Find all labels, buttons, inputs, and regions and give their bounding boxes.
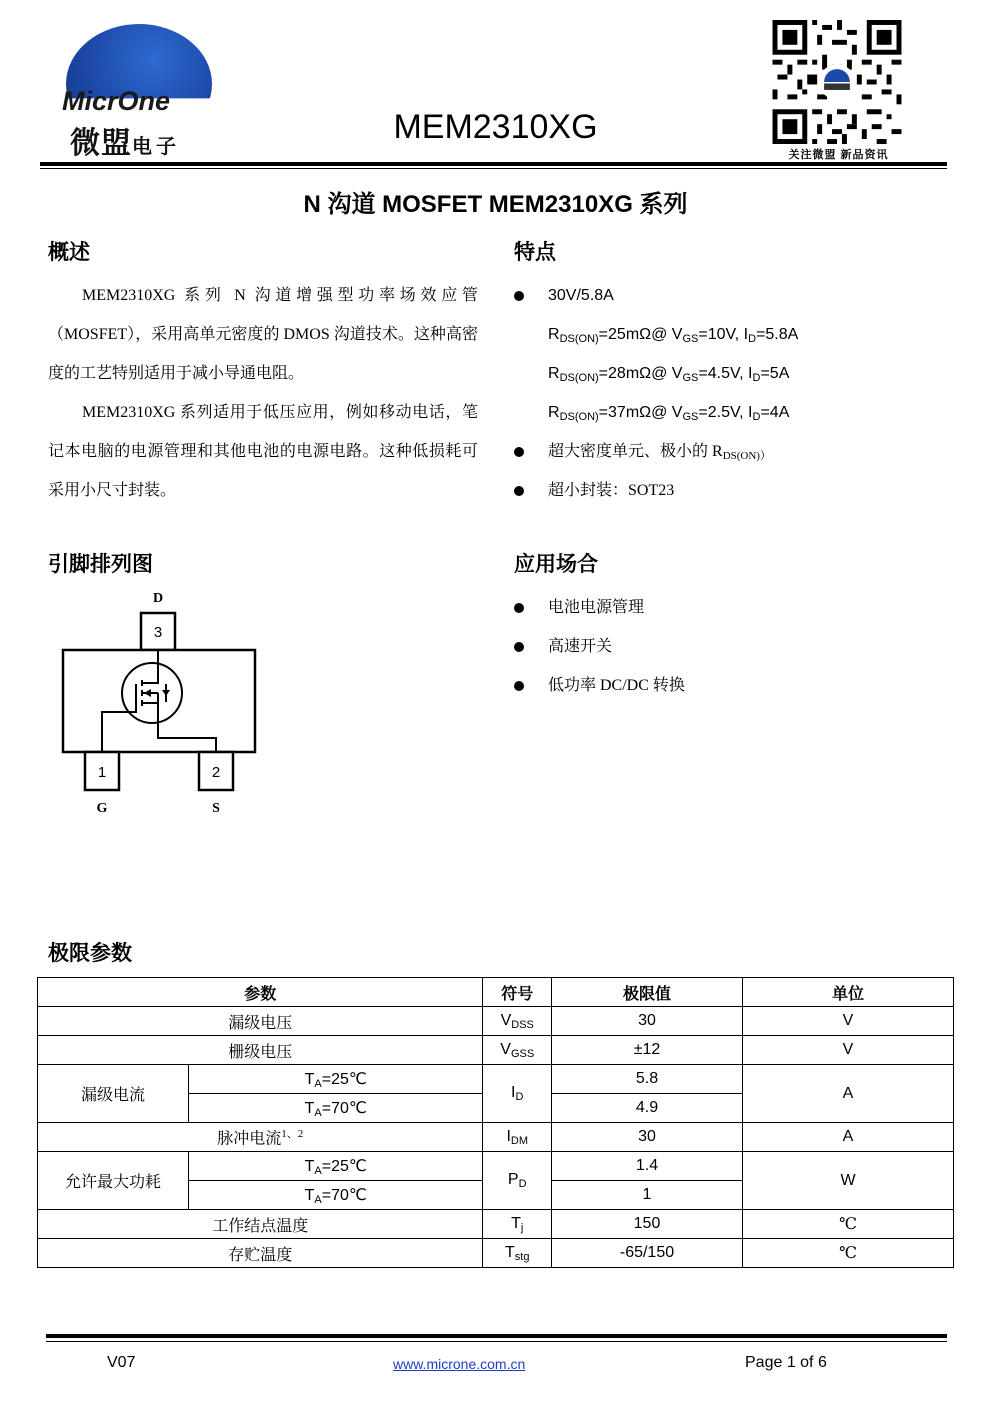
overview-heading: 概述	[48, 241, 90, 264]
qr-code-icon	[772, 20, 902, 144]
footer-website-link[interactable]: www.microne.com.cn	[393, 1356, 526, 1372]
col-symbol: 符号	[483, 978, 552, 1007]
applications-heading: 应用场合	[514, 553, 598, 576]
doc-title: MEM2310XG	[393, 108, 598, 146]
overview-p1: MEM2310XG 系列 N 沟道增强型功率场效应管（MOSFET），采用高单元密度的 DMOS 沟道技术。这种高密度的工艺特别适用于减小导通电阻。	[48, 287, 478, 382]
bullet-icon	[514, 447, 524, 457]
feature-rds-1: $R_{DS(ON)}=25m\Omega@$ $V_{GS}=10V$, $I_D=5.8A$	[548, 326, 799, 345]
col-param: 参数	[38, 978, 483, 1007]
table-row: 存贮温度 $T_{stg}$ -65/150 ℃	[38, 1239, 954, 1268]
table-row: 允许最大功耗 $T_A=25℃$ $P_D$ 1.4 W	[38, 1152, 954, 1181]
features-heading: 特点	[514, 241, 556, 264]
table-row: 脉冲电流$^{1、2}$ $I_{DM}$ 30 A	[38, 1123, 954, 1152]
overview-text	[48, 276, 478, 510]
footer-rule-thick	[46, 1334, 947, 1338]
application-item: 低功率 DC/DC 转换	[514, 666, 685, 705]
header-rule-thick	[40, 162, 947, 166]
table-row: 栅级电压 $V_{GSS}$ ±12 V	[38, 1036, 954, 1065]
pin-label-s: S	[212, 801, 220, 816]
logo-cn-main: 微盟	[70, 127, 132, 160]
header-rule-thin	[40, 168, 947, 169]
applications-list	[514, 588, 685, 705]
application-item: 高速开关	[514, 627, 685, 666]
footer-page-number: Page 1 of 6	[745, 1354, 827, 1371]
table-row: $T_A=70℃$ 1	[38, 1181, 954, 1210]
feature-rds-3: $R_{DS(ON)}=37m\Omega@$ $V_{GS}=2.5V$, $I_D=4A$	[548, 404, 790, 423]
features-list	[514, 276, 798, 510]
footer-version: V07	[107, 1354, 136, 1371]
feature-item: 超大密度单元、极小的 $R_{DS(ON))}$	[514, 432, 798, 471]
pin-3-number: 3	[153, 624, 163, 641]
pin-label-d: D	[152, 591, 164, 606]
sot23-pinout-diagram	[58, 588, 268, 818]
col-limit: 极限值	[552, 978, 743, 1007]
overview-p2: MEM2310XG 系列适用于低压应用，例如移动电话，笔记本电脑的电源管理和其他电池的电源电路。这种低损耗可采用小尺寸封装。	[48, 404, 478, 499]
bullet-icon	[514, 681, 524, 691]
limits-table	[37, 977, 954, 1268]
bullet-icon	[514, 642, 524, 652]
qr-caption: 关注微盟 新品资讯	[788, 149, 889, 161]
feature-item: 超小封装：SOT23	[514, 471, 798, 510]
bullet-icon	[514, 291, 524, 301]
bullet-icon	[514, 486, 524, 496]
pin-2-number: 2	[211, 764, 221, 781]
logo-text-en: MicrOne	[62, 86, 171, 116]
feature-rds-2: $R_{DS(ON)}=28m\Omega@$ $V_{GS}=4.5V$, $I_D=5A$	[548, 365, 790, 384]
application-item: 电池电源管理	[514, 588, 685, 627]
table-row: 漏级电流 $T_A=25℃$ $I_D$ 5.8 A	[38, 1065, 954, 1094]
table-row: 漏级电压 $V_{DSS}$ 30 V	[38, 1007, 954, 1036]
pinout-heading: 引脚排列图	[48, 553, 153, 576]
main-title: N 沟道 MOSFET MEM2310XG 系列	[303, 191, 688, 218]
pin-label-g: G	[96, 801, 108, 816]
table-row: $T_A=70℃$ 4.9	[38, 1094, 954, 1123]
logo-cn-sub: 电子	[132, 136, 180, 158]
footer-rule-thin	[46, 1341, 947, 1342]
limits-heading: 极限参数	[48, 942, 132, 965]
pin-1-number: 1	[97, 764, 107, 781]
table-header-row	[38, 978, 954, 1007]
feature-item: 30V/5.8A	[514, 276, 798, 315]
col-unit: 单位	[743, 978, 954, 1007]
bullet-icon	[514, 603, 524, 613]
table-row: 工作结点温度 $T_j$ 150 ℃	[38, 1210, 954, 1239]
